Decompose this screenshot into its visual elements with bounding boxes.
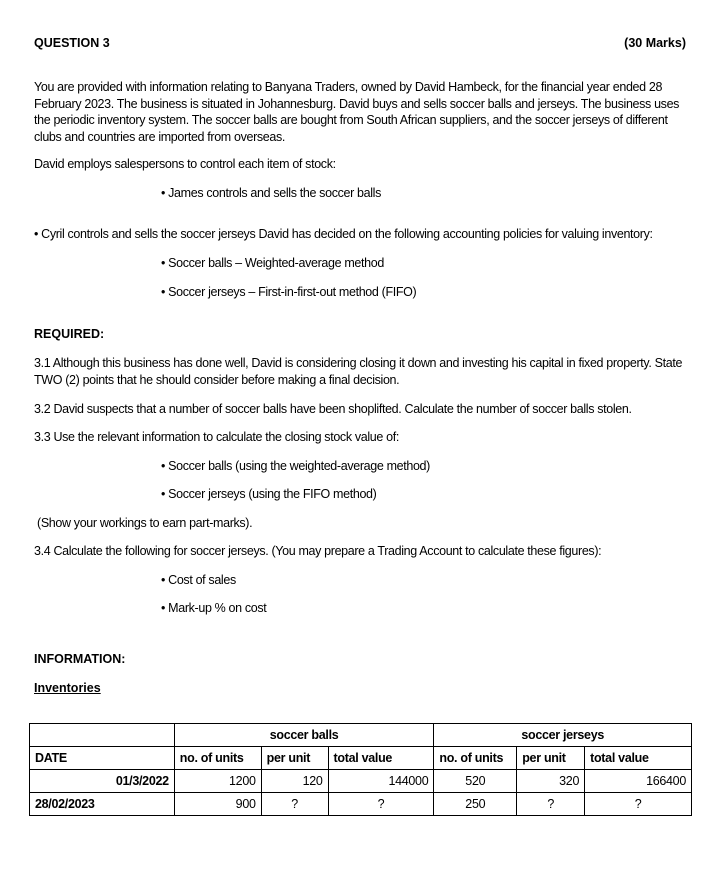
cell-balls-units: 900 [174, 793, 261, 816]
question-3-3-jerseys: • Soccer jerseys (using the FIFO method) [161, 487, 377, 501]
cell-balls-units: 1200 [174, 770, 261, 793]
cell-jerseys-total: ? [585, 793, 692, 816]
table-group-header-row [30, 724, 692, 747]
question-3-4-markup: • Mark-up % on cost [161, 601, 267, 615]
cell-balls-total: 144000 [328, 770, 434, 793]
header-balls-units: no. of units [174, 747, 261, 770]
table-row [30, 770, 692, 793]
header-jerseys-units: no. of units [434, 747, 517, 770]
cell-jerseys-units: 520 [434, 770, 517, 793]
cell-balls-per-unit: ? [261, 793, 328, 816]
question-3-3-balls: • Soccer balls (using the weighted-average method) [161, 459, 430, 473]
required-heading: REQUIRED: [34, 327, 105, 341]
cell-jerseys-units: 250 [434, 793, 517, 816]
inventories-table [29, 723, 692, 816]
employs-line: David employs salespersons to control each item of stock: [34, 157, 336, 171]
cell-jerseys-per-unit: 320 [517, 770, 585, 793]
cell-date: 28/02/2023 [30, 793, 175, 816]
question-3-4-cost-of-sales: • Cost of sales [161, 573, 236, 587]
inventories-heading: Inventories [34, 681, 101, 695]
table-row [30, 793, 692, 816]
intro-paragraph: You are provided with information relating to Banyana Traders, owned by David Hambeck, for the financial year ended 28 February 2023. The business is situated in Johannesburg. David buys and sells soccer balls and jerseys. The business uses the periodic inventory system. The soccer balls are bought from South African suppliers, and the soccer jerseys of different clubs and countries are imported from overseas. [34, 80, 680, 144]
question-title: QUESTION 3 [34, 36, 110, 50]
cell-jerseys-per-unit: ? [517, 793, 585, 816]
header-balls-per-unit: per unit [261, 747, 328, 770]
workings-note: (Show your workings to earn part-marks). [37, 516, 253, 530]
header-date: DATE [30, 747, 175, 770]
question-3-4: 3.4 Calculate the following for soccer jerseys. (You may prepare a Trading Account to calculate these figures): [34, 544, 602, 558]
header-jerseys-total: total value [585, 747, 692, 770]
cell-balls-per-unit: 120 [261, 770, 328, 793]
policy-soccer-jerseys: • Soccer jerseys – First-in-first-out method (FIFO) [161, 285, 417, 299]
question-3-1: 3.1 Although this business has done well, David is considering closing it down and investing his capital in fixed property. State TWO (2) points that he should consider before making a final decision. [34, 356, 683, 387]
group-soccer-balls: soccer balls [174, 724, 434, 747]
question-3-3: 3.3 Use the relevant information to calculate the closing stock value of: [34, 430, 399, 444]
policy-soccer-balls: • Soccer balls – Weighted-average method [161, 256, 384, 270]
header-jerseys-per-unit: per unit [517, 747, 585, 770]
cell-jerseys-total: 166400 [585, 770, 692, 793]
question-3-2: 3.2 David suspects that a number of soccer balls have been shoplifted. Calculate the number of soccer balls stolen. [34, 402, 632, 416]
header-balls-total: total value [328, 747, 434, 770]
cell-balls-total: ? [328, 793, 434, 816]
table-header-row [30, 747, 692, 770]
question-marks: (30 Marks) [624, 36, 686, 50]
cell-date: 01/3/2022 [30, 770, 175, 793]
information-heading: INFORMATION: [34, 652, 126, 666]
bullet-james: • James controls and sells the soccer balls [161, 186, 381, 200]
group-soccer-jerseys: soccer jerseys [434, 724, 692, 747]
bullet-cyril: • Cyril controls and sells the soccer jerseys David has decided on the following accounting policies for valuing inventory: [34, 227, 653, 241]
table-empty-cell [30, 724, 175, 747]
